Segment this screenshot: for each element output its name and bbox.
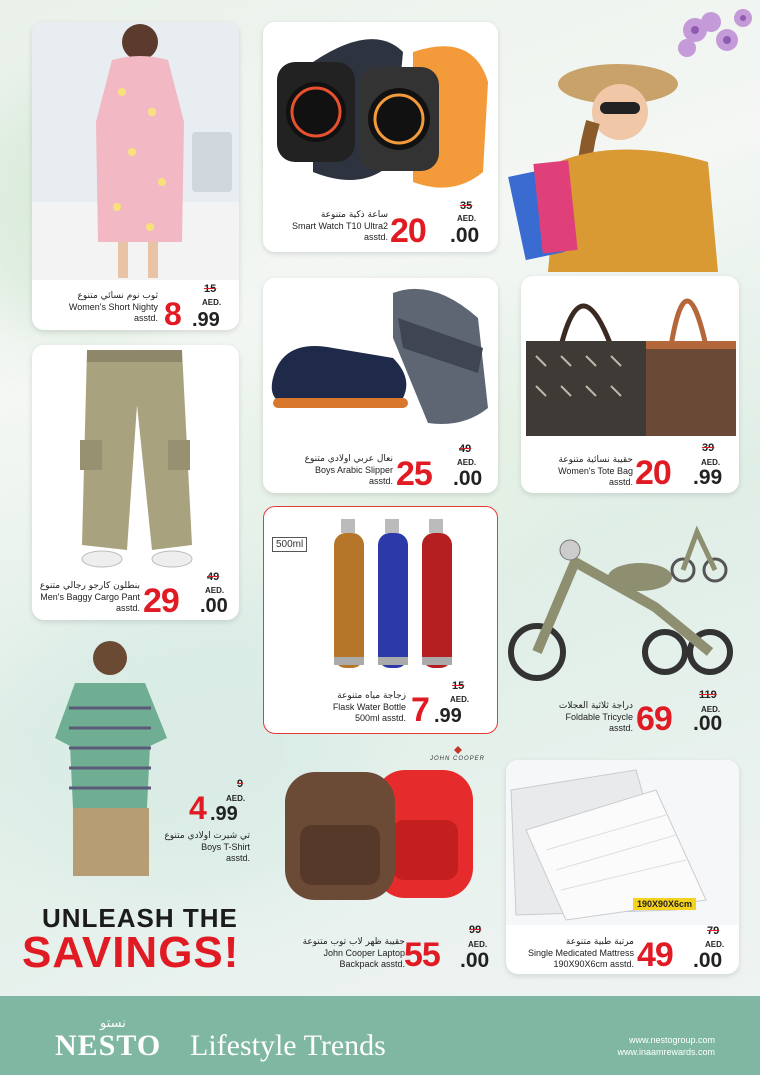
- product-asstd: asstd.: [608, 477, 633, 487]
- price-decimal: .00: [460, 949, 490, 972]
- currency-label: AED.: [457, 458, 477, 467]
- price-decimal: .99: [192, 309, 220, 330]
- product-card-cargo-pant[interactable]: [32, 345, 239, 620]
- product-card-water-bottle[interactable]: [263, 506, 498, 734]
- product-name-en: Men's Baggy Cargo Pant: [40, 592, 140, 602]
- price-decimal: .00: [450, 224, 480, 247]
- price-integer: 55: [404, 936, 440, 974]
- product-name-ar: بنطلون كارجو رجالي متنوع: [39, 581, 140, 591]
- product-name-ar: ساعة ذكية متنوعة: [320, 210, 388, 220]
- currency-label: AED.: [468, 940, 488, 949]
- nighty-image: [32, 22, 239, 280]
- product-card-tshirt[interactable]: [55, 638, 255, 878]
- logo-arabic: نستو: [100, 1016, 126, 1031]
- product-name-en: John Cooper Laptop: [323, 948, 405, 958]
- price-decimal: .99: [434, 705, 462, 727]
- price-integer: 29: [143, 582, 179, 620]
- product-name-ar: مرتبة طبية متنوعة: [565, 937, 634, 947]
- water-bottle-image: [264, 507, 497, 672]
- product-name-ar: دراجة ثلاثية العجلات: [558, 701, 633, 711]
- product-name-ar: نعال عربي اولادي متنوع: [304, 454, 393, 464]
- backpack-image: [280, 740, 495, 900]
- shopping-model-image: [508, 22, 753, 272]
- product-name-ar: حقيبة ظهر لاب توب متنوعة: [302, 937, 405, 947]
- old-price: 49: [207, 571, 220, 583]
- old-price: 9: [237, 778, 244, 790]
- product-asstd: asstd.: [225, 853, 250, 863]
- old-price: 79: [707, 925, 720, 937]
- price-integer: 20: [635, 454, 671, 492]
- product-card-mattress[interactable]: [506, 760, 739, 974]
- product-name-ar: تي شيرت اولادي متنوع: [164, 831, 250, 841]
- product-name-en: Flask Water Bottle: [332, 702, 406, 712]
- old-price: 39: [702, 442, 715, 454]
- capacity-tag: 500ml: [272, 537, 307, 552]
- product-asstd: asstd.: [115, 603, 140, 613]
- price-decimal: .99: [210, 803, 238, 825]
- product-asstd: Backpack asstd.: [339, 959, 405, 969]
- price-integer: 69: [636, 700, 672, 738]
- tagline: Lifestyle Trends: [190, 1029, 386, 1062]
- price-decimal: .00: [200, 595, 228, 617]
- price-integer: 4: [189, 790, 206, 826]
- tricycle-image: [505, 512, 745, 682]
- product-asstd: asstd.: [363, 232, 388, 242]
- product-name-ar: حقيبة نسائية متنوعة: [558, 455, 633, 465]
- currency-label: AED.: [701, 705, 721, 714]
- price-decimal: .00: [693, 949, 723, 972]
- footer-url-2[interactable]: www.inaamrewards.com: [617, 1047, 715, 1057]
- old-price: 119: [699, 689, 717, 701]
- product-card-smartwatch[interactable]: [263, 22, 498, 252]
- product-name-en: Women's Short Nighty: [68, 302, 158, 312]
- product-asstd: asstd.: [133, 313, 158, 323]
- currency-label: AED.: [705, 940, 725, 949]
- price-decimal: .00: [453, 467, 483, 490]
- product-name-ar: ثوب نوم نسائي متنوع: [77, 291, 158, 301]
- currency-label: AED.: [701, 458, 721, 467]
- nesto-logo: NESTO: [55, 1029, 162, 1062]
- price-integer: 7: [411, 691, 429, 729]
- currency-label: AED.: [202, 298, 222, 307]
- product-name-en: Boys Arabic Slipper: [314, 465, 393, 475]
- price-integer: 20: [390, 212, 426, 250]
- headline-line2: SAVINGS!: [22, 928, 240, 977]
- footer-url-1[interactable]: www.nestogroup.com: [628, 1035, 715, 1045]
- cargo-pant-image: [32, 345, 239, 575]
- old-price: 15: [452, 680, 465, 692]
- product-name-ar: زجاجة مياه متنوعة: [337, 691, 406, 701]
- price-integer: 8: [164, 296, 181, 330]
- product-card-backpack[interactable]: [280, 740, 495, 975]
- old-price: 35: [460, 200, 473, 212]
- product-name-en: Women's Tote Bag: [558, 466, 633, 476]
- price-integer: 25: [396, 455, 432, 493]
- product-name-en: Foldable Tricycle: [565, 712, 633, 722]
- old-price: 49: [459, 443, 472, 455]
- product-asstd: 190X90X6cm asstd.: [553, 959, 634, 969]
- product-card-tote-bag[interactable]: [521, 276, 739, 493]
- mattress-image: [506, 760, 739, 925]
- price-decimal: .99: [693, 466, 723, 489]
- slipper-image: [263, 278, 498, 438]
- product-name-en: Boys T-Shirt: [201, 842, 250, 852]
- old-price: 99: [469, 924, 482, 936]
- tote-bag-image: [521, 276, 739, 441]
- headline-line1: UNLEASH THE: [42, 903, 238, 933]
- footer-bar: [0, 996, 760, 1075]
- currency-label: AED.: [205, 586, 225, 595]
- smartwatch-image: [263, 22, 498, 202]
- product-card-tricycle[interactable]: [505, 512, 745, 744]
- size-tag: 190X90X6cm: [633, 898, 696, 910]
- old-price: 15: [204, 283, 217, 295]
- price-decimal: .00: [693, 712, 723, 735]
- product-name-en: Single Medicated Mattress: [527, 948, 634, 958]
- currency-label: AED.: [226, 794, 246, 803]
- product-asstd: asstd.: [608, 723, 633, 733]
- product-card-slipper[interactable]: [263, 278, 498, 493]
- currency-label: AED.: [450, 695, 470, 704]
- product-name-en: Smart Watch T10 Ultra2: [291, 221, 388, 231]
- currency-label: AED.: [457, 214, 477, 223]
- brand-logo-text: JOHN COOPER: [430, 756, 486, 762]
- product-card-nighty[interactable]: [32, 22, 239, 330]
- product-asstd: 500ml asstd.: [354, 713, 406, 723]
- product-asstd: asstd.: [368, 476, 393, 486]
- price-integer: 49: [637, 936, 673, 974]
